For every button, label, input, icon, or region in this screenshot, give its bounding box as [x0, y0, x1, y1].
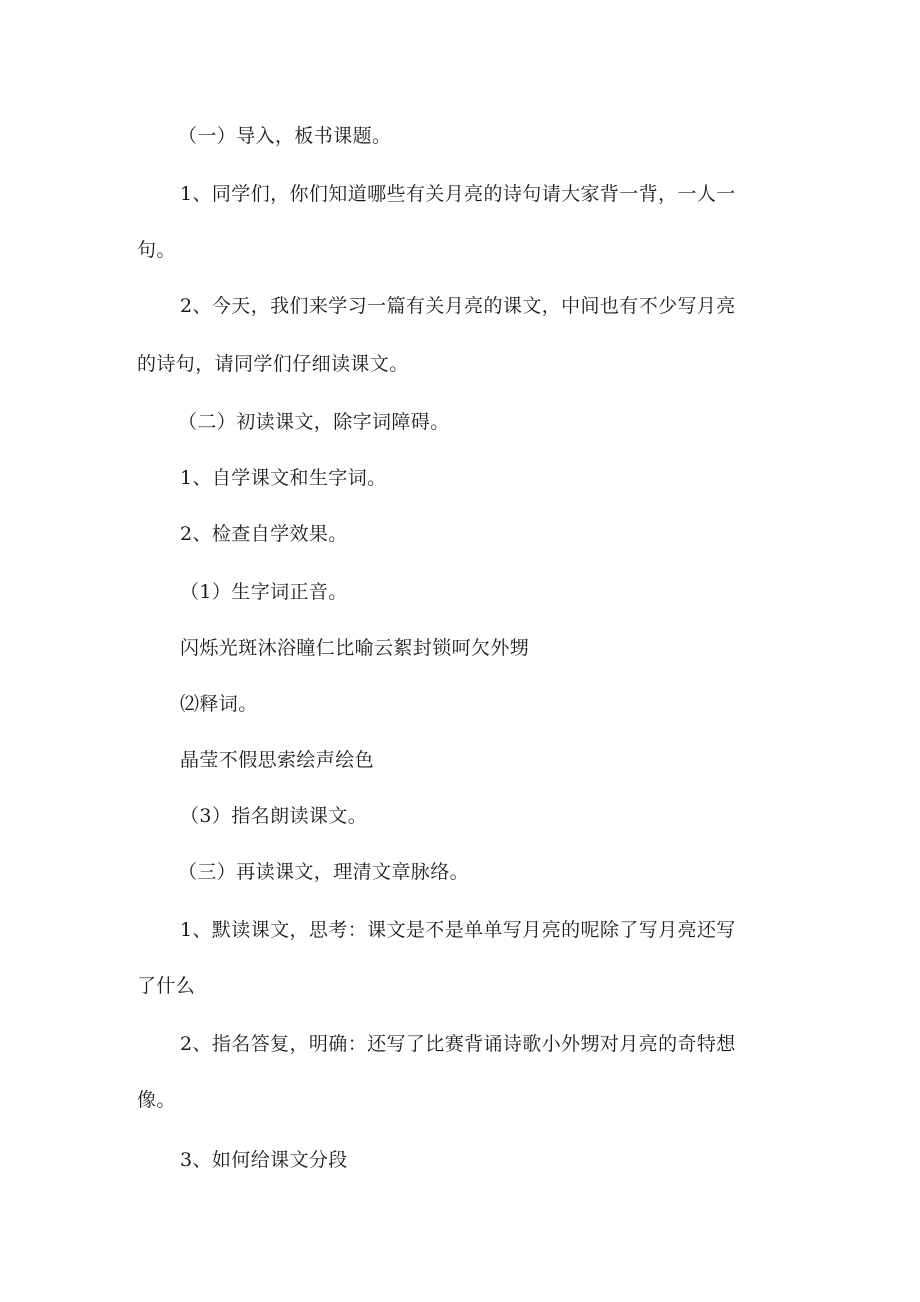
paragraph-line: 2、检查自学效果。: [180, 523, 348, 545]
paragraph-line: 1、自学课文和生字词。: [180, 467, 387, 489]
paragraph-line: 句。: [137, 239, 176, 261]
vocabulary-line: 晶莹不假思索绘声绘色: [180, 749, 375, 771]
paragraph-line: （3）指名朗读课文。: [180, 805, 368, 827]
paragraph-line: 了什么: [137, 975, 196, 997]
paragraph-line: ⑵释词。: [180, 693, 258, 715]
paragraph-line: 2、指名答复，明确：还写了比赛背诵诗歌小外甥对月亮的奇特想: [180, 1033, 736, 1055]
paragraph-line: 1、同学们，你们知道哪些有关月亮的诗句请大家背一背，一人一: [180, 183, 736, 205]
paragraph-line: （1）生字词正音。: [180, 581, 348, 603]
section-heading-first-reading: （二）初读课文，除字词障碍。: [178, 411, 450, 433]
section-heading-second-reading: （三）再读课文，理清文章脉络。: [178, 861, 470, 883]
paragraph-line: 3、如何给课文分段: [180, 1149, 348, 1171]
paragraph-line: 2、今天，我们来学习一篇有关月亮的课文，中间也有不少写月亮: [180, 295, 736, 317]
section-heading-intro: （一）导入，板书课题。: [178, 125, 392, 147]
paragraph-line: 的诗句，请同学们仔细读课文。: [137, 353, 409, 375]
paragraph-line: 1、默读课文，思考：课文是不是单单写月亮的呢除了写月亮还写: [180, 919, 736, 941]
vocabulary-line: 闪烁光斑沐浴瞳仁比喻云絮封锁呵欠外甥: [180, 637, 530, 659]
paragraph-line: 像。: [137, 1089, 176, 1111]
